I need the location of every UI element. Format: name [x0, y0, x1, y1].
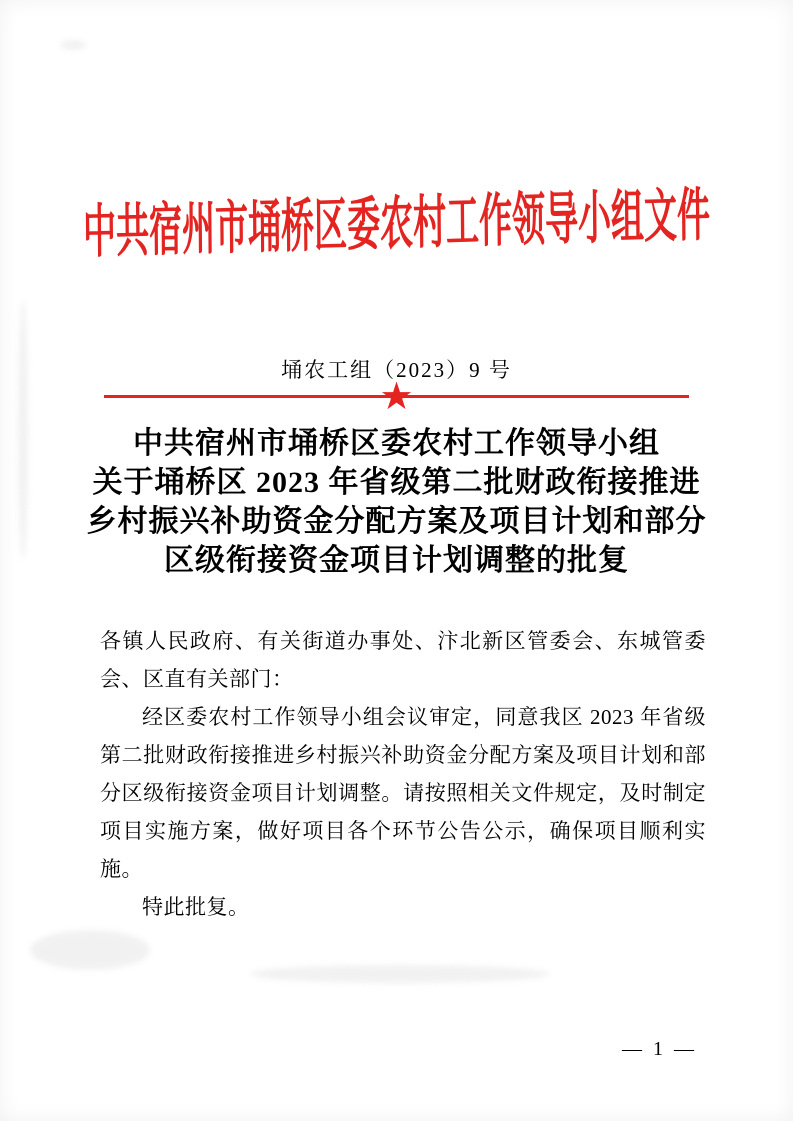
- closing-line: 特此批复。: [142, 895, 250, 919]
- scan-artifact: [250, 965, 550, 983]
- star-icon: ★: [379, 374, 414, 418]
- scan-artifact: [30, 930, 150, 970]
- title-line-3: 乡村振兴补助资金分配方案及项目计划和部分: [86, 505, 707, 538]
- salutation: 各镇人民政府、有关街道办事处、汴北新区管委会、东城管委会、区直有关部门：: [100, 629, 706, 691]
- document-title: [56, 424, 737, 580]
- scan-artifact: [60, 40, 86, 50]
- title-line-2: 关于埇桥区 2023 年省级第二批财政衔接推进: [92, 466, 701, 499]
- document-body: [100, 622, 706, 926]
- red-letterhead-banner: 中共宿州市埇桥区委农村工作领导小组文件: [82, 182, 711, 264]
- red-divider-rule: [104, 374, 689, 418]
- body-paragraph: 经区委农村工作领导小组会议审定，同意我区 2023 年省级第二批财政衔接推进乡村振兴补助资金分配方案及项目计划和部分区级衔接资金项目计划调整。请按照相关文件规定，及时制定项目实施方案，做好项目各个环节公告公示，确保项目顺利实施。: [100, 705, 706, 881]
- scan-artifact: [18, 300, 28, 560]
- document-number: 埇农工组（2023）9 号: [281, 358, 512, 382]
- title-line-1: 中共宿州市埇桥区委农村工作领导小组: [133, 427, 660, 460]
- title-line-4: 区级衔接资金项目计划调整的批复: [164, 544, 629, 577]
- page-number: — 1 —: [622, 1038, 697, 1060]
